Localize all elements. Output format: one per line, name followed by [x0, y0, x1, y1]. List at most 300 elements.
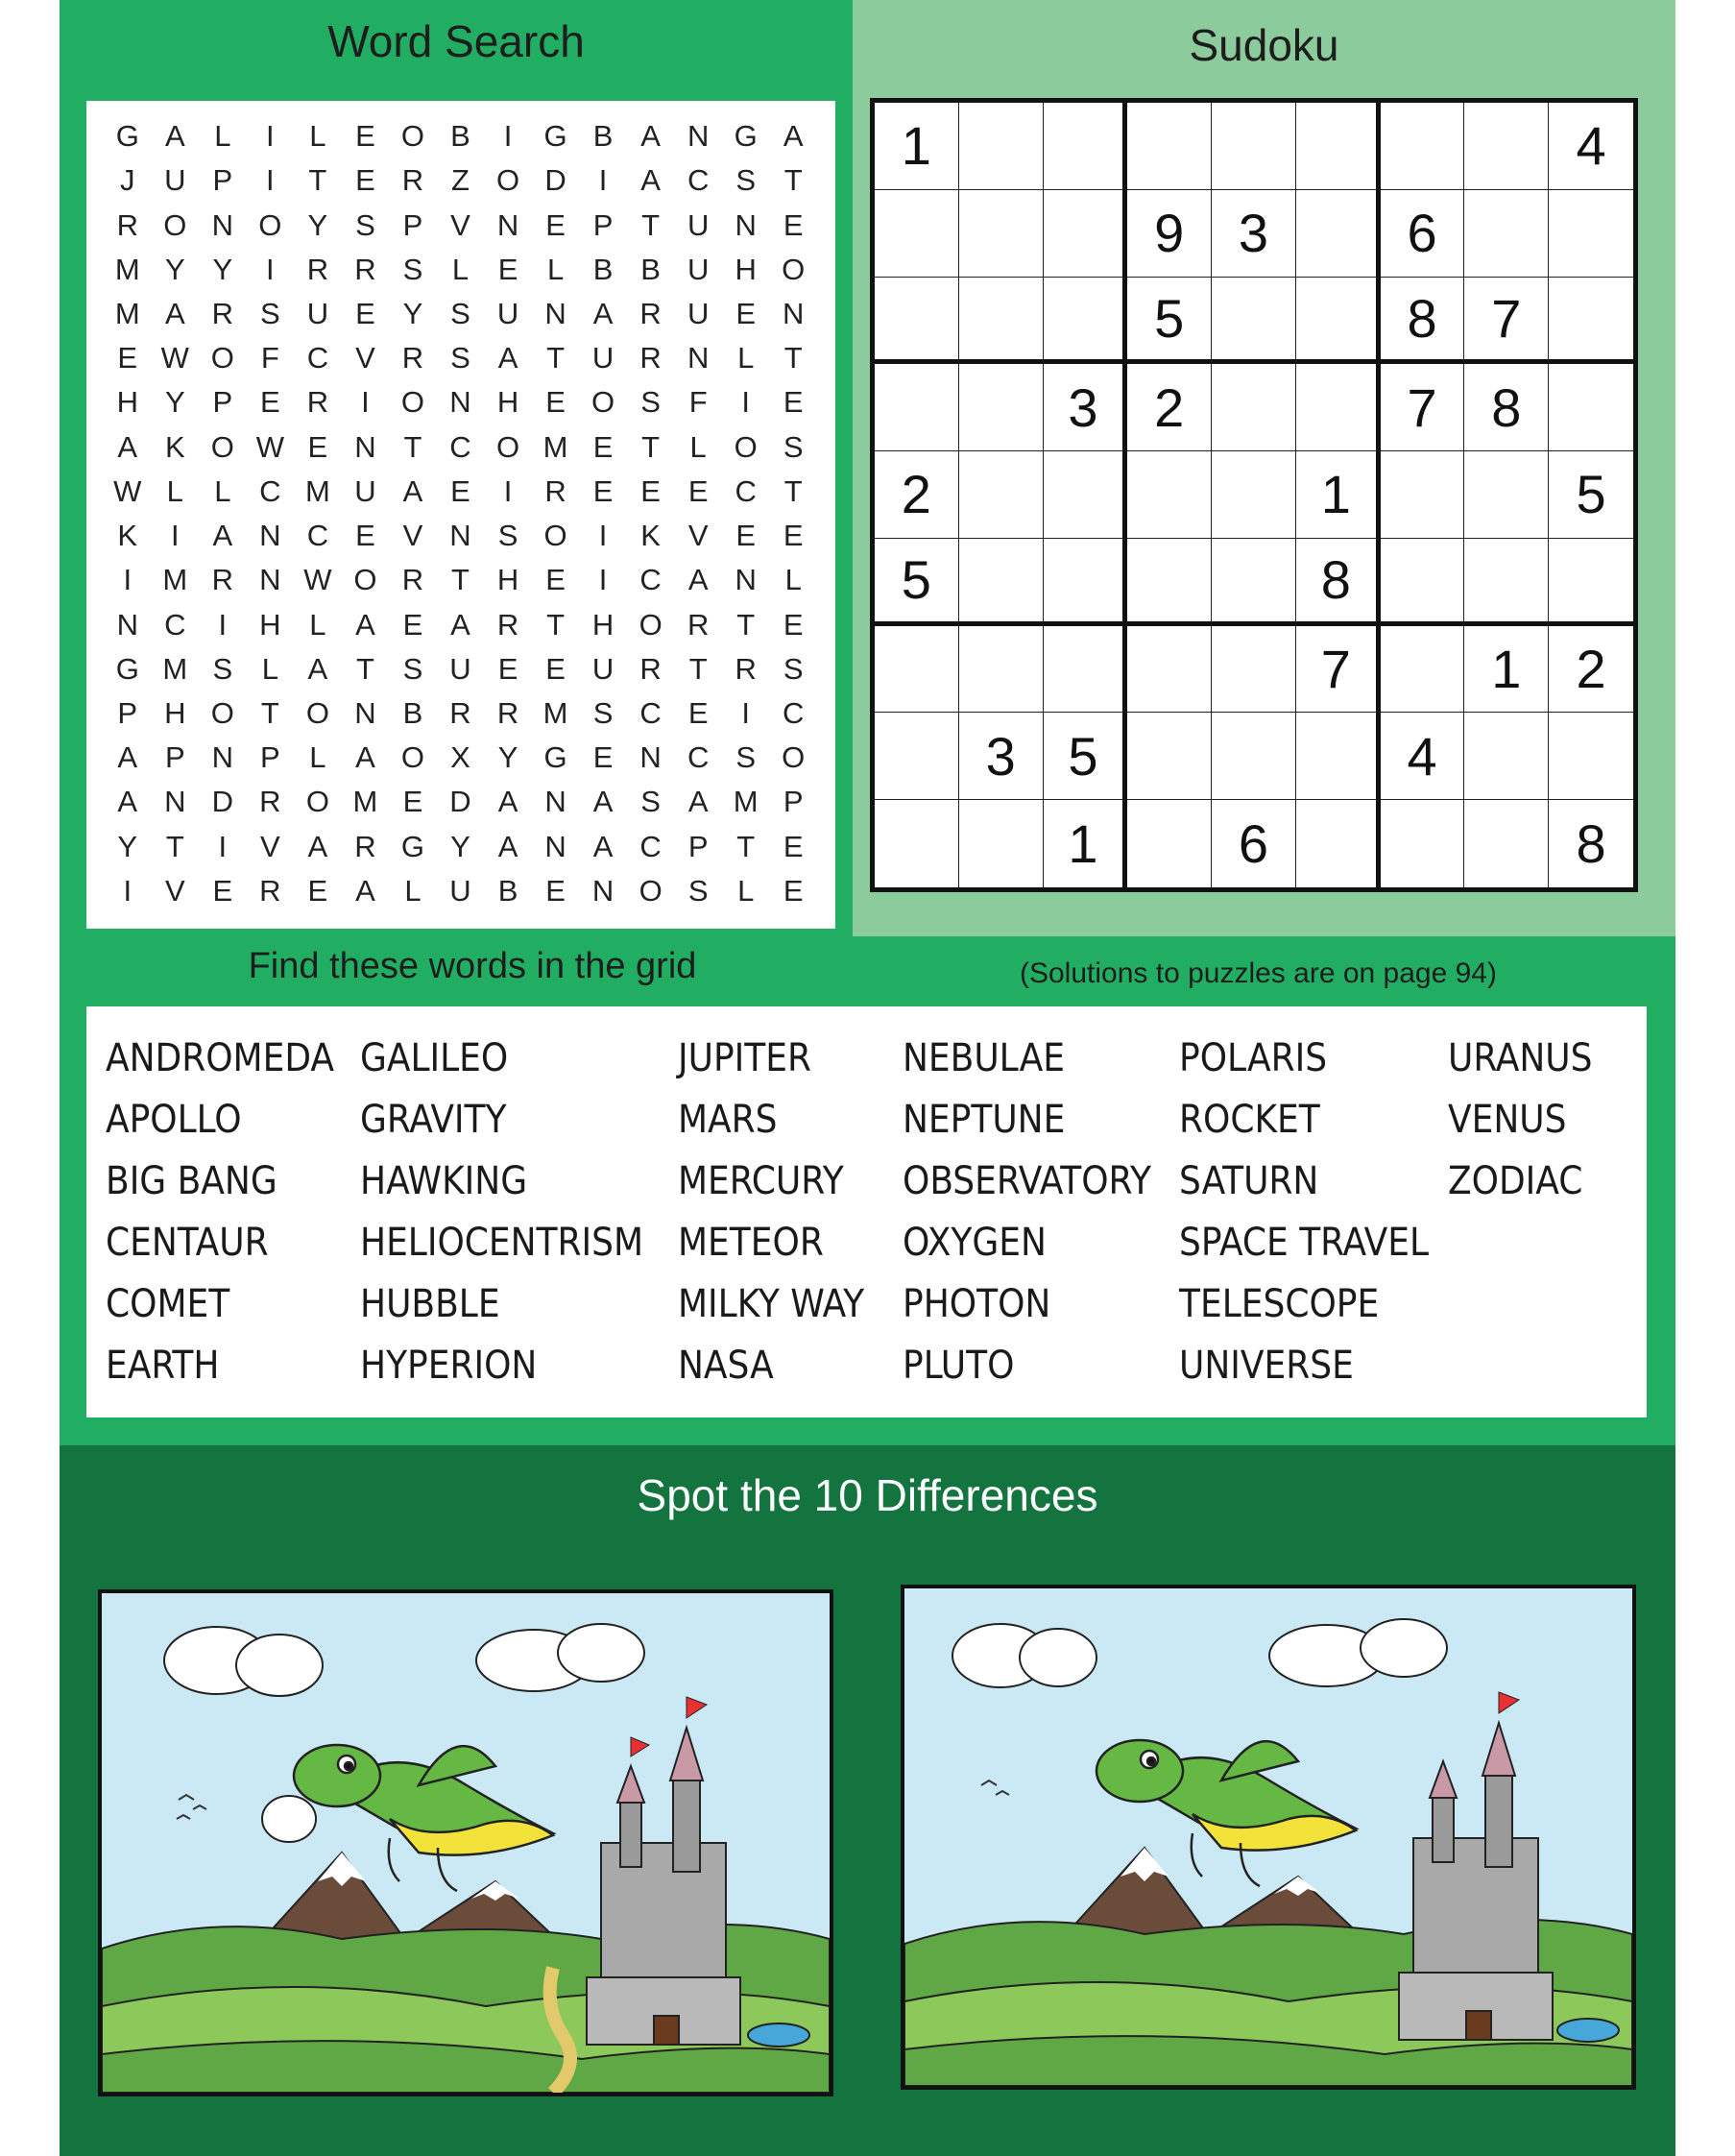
word-search-letter[interactable]: A — [497, 341, 518, 375]
word-search-letter[interactable]: E — [117, 341, 138, 375]
word-search-letter[interactable]: N — [449, 385, 471, 420]
word-search-letter[interactable]: B — [640, 252, 661, 286]
word-search-letter[interactable]: T — [260, 695, 279, 730]
word-search-letter[interactable]: R — [259, 873, 281, 908]
word-search-letter[interactable]: B — [497, 873, 518, 908]
word-search-letter[interactable]: S — [687, 873, 709, 908]
sudoku-cell[interactable]: 8 — [1576, 813, 1606, 875]
sudoku-cell[interactable] — [1296, 800, 1381, 887]
word-search-letter[interactable]: O — [163, 207, 187, 242]
word-search-letter[interactable]: U — [164, 163, 186, 198]
word-search-letter[interactable]: R — [639, 341, 662, 375]
sudoku-cell[interactable]: 6 — [1381, 190, 1465, 278]
word-search-letter[interactable]: U — [354, 473, 376, 508]
word-search-letter[interactable]: L — [166, 473, 183, 508]
word-search-letter[interactable]: G — [543, 119, 567, 154]
sudoku-cell[interactable] — [1464, 539, 1549, 626]
word-search-letter[interactable]: I — [598, 563, 608, 597]
word-search-letter[interactable]: N — [687, 341, 710, 375]
sudoku-cell[interactable] — [1044, 103, 1128, 190]
word-search-letter[interactable]: A — [307, 651, 328, 686]
word-search-letter[interactable]: N — [211, 207, 234, 242]
word-search-letter[interactable]: P — [592, 207, 614, 242]
word-search-letter[interactable]: L — [784, 563, 802, 597]
word-search-letter[interactable]: E — [355, 163, 375, 198]
word-search-letter[interactable]: P — [402, 207, 423, 242]
sudoku-cell[interactable]: 3 — [1044, 364, 1128, 451]
word-search-letter[interactable]: R — [354, 829, 376, 863]
sudoku-cell[interactable] — [1381, 800, 1465, 887]
word-search-letter[interactable]: G — [734, 119, 758, 154]
sudoku-cell[interactable]: 6 — [1212, 800, 1296, 887]
word-search-letter[interactable]: E — [783, 519, 804, 553]
sudoku-cell[interactable]: 9 — [1127, 190, 1212, 278]
word-search-letter[interactable]: N — [354, 429, 376, 464]
word-search-letter[interactable]: C — [639, 563, 662, 597]
word-search-letter[interactable]: T — [451, 563, 470, 597]
word-search-letter[interactable]: S — [260, 296, 280, 330]
sudoku-cell[interactable] — [1127, 451, 1212, 539]
word-search-letter[interactable]: M — [304, 473, 330, 508]
word-search-letter[interactable]: R — [306, 385, 329, 420]
sudoku-cell[interactable] — [875, 190, 959, 278]
word-search-letter[interactable]: N — [591, 873, 614, 908]
word-search-letter[interactable]: P — [117, 695, 138, 730]
sudoku-cell[interactable] — [959, 278, 1044, 365]
word-search-letter[interactable]: E — [687, 695, 709, 730]
sudoku-cell[interactable] — [959, 190, 1044, 278]
word-search-letter[interactable]: T — [783, 473, 803, 508]
word-search-letter[interactable]: E — [355, 519, 375, 553]
word-search-letter[interactable]: L — [261, 651, 278, 686]
word-search-letter[interactable]: N — [544, 829, 566, 863]
word-search-letter[interactable]: R — [116, 207, 138, 242]
word-search-letter[interactable]: C — [687, 163, 710, 198]
word-search-letter[interactable]: N — [639, 740, 662, 775]
word-search-letter[interactable]: S — [640, 785, 661, 819]
sudoku-cell[interactable] — [1212, 626, 1296, 714]
word-search-letter[interactable]: U — [591, 651, 614, 686]
word-search-letter[interactable]: A — [164, 296, 185, 330]
word-search-letter[interactable]: G — [115, 119, 139, 154]
sudoku-cell[interactable] — [1212, 103, 1296, 190]
word-search-letter[interactable]: P — [260, 740, 280, 775]
word-search-letter[interactable]: A — [640, 163, 661, 198]
word-search-letter[interactable]: R — [687, 607, 710, 642]
word-search-letter[interactable]: H — [116, 385, 138, 420]
word-search-letter[interactable]: R — [401, 341, 424, 375]
word-search-letter[interactable]: C — [783, 695, 805, 730]
word-search-letter[interactable]: E — [687, 473, 709, 508]
sudoku-cell[interactable]: 8 — [1296, 539, 1381, 626]
word-search-letter[interactable]: O — [639, 873, 663, 908]
word-search-letter[interactable]: R — [354, 252, 376, 286]
word-search-letter[interactable]: I — [123, 563, 133, 597]
word-search-letter[interactable]: E — [307, 873, 328, 908]
word-search-letter[interactable]: G — [400, 829, 425, 863]
word-search-letter[interactable]: A — [355, 607, 375, 642]
word-search-letter[interactable]: M — [542, 429, 568, 464]
word-search-letter[interactable]: O — [210, 341, 234, 375]
word-search-letter[interactable]: S — [450, 341, 470, 375]
word-search-letter[interactable]: E — [545, 385, 566, 420]
word-search-letter[interactable]: B — [402, 695, 423, 730]
word-search-letter[interactable]: R — [639, 651, 662, 686]
word-search-letter[interactable]: W — [113, 473, 142, 508]
word-search-letter[interactable]: U — [687, 207, 710, 242]
word-search-letter[interactable]: E — [783, 607, 804, 642]
word-search-letter[interactable]: U — [306, 296, 329, 330]
word-search-letter[interactable]: T — [546, 341, 566, 375]
sudoku-cell[interactable] — [959, 626, 1044, 714]
word-search-letter[interactable]: O — [639, 607, 663, 642]
word-search-letter[interactable]: O — [305, 785, 329, 819]
word-search-letter[interactable]: P — [212, 385, 233, 420]
word-search-letter[interactable]: T — [783, 341, 803, 375]
sudoku-cell[interactable] — [875, 364, 959, 451]
word-search-letter[interactable]: Y — [497, 740, 518, 775]
sudoku-cell[interactable] — [959, 103, 1044, 190]
word-search-letter[interactable]: B — [592, 252, 614, 286]
word-search-letter[interactable]: R — [259, 785, 281, 819]
word-search-letter[interactable]: A — [783, 119, 804, 154]
sudoku-cell[interactable] — [959, 451, 1044, 539]
word-search-letter[interactable]: E — [497, 252, 518, 286]
word-search-letter[interactable]: L — [214, 473, 231, 508]
word-search-letter[interactable]: T — [783, 163, 803, 198]
sudoku-cell[interactable] — [1212, 364, 1296, 451]
sudoku-cell[interactable]: 2 — [1549, 626, 1633, 714]
word-search-letter[interactable]: L — [214, 119, 231, 154]
sudoku-cell[interactable] — [875, 278, 959, 365]
word-search-letter[interactable]: C — [164, 607, 186, 642]
sudoku-cell[interactable] — [1464, 713, 1549, 800]
word-search-letter[interactable]: M — [352, 785, 378, 819]
sudoku-cell[interactable]: 3 — [959, 713, 1044, 800]
sudoku-cell[interactable]: 4 — [1381, 713, 1465, 800]
word-search-letter[interactable]: N — [735, 563, 757, 597]
word-search-letter[interactable]: S — [735, 740, 757, 775]
word-search-letter[interactable]: E — [497, 651, 518, 686]
word-search-letter[interactable]: L — [404, 873, 422, 908]
sudoku-cell[interactable] — [1212, 278, 1296, 365]
sudoku-cell[interactable]: 4 — [1549, 103, 1633, 190]
word-search-letter[interactable]: E — [545, 563, 566, 597]
sudoku-cell[interactable]: 1 — [875, 103, 959, 190]
sudoku-cell[interactable] — [1127, 103, 1212, 190]
word-search-letter[interactable]: V — [355, 341, 375, 375]
sudoku-cell[interactable] — [1549, 278, 1633, 365]
word-search-letter[interactable]: W — [303, 563, 332, 597]
word-search-letter[interactable]: E — [783, 873, 804, 908]
sudoku-cell[interactable] — [1127, 713, 1212, 800]
word-search-letter[interactable]: I — [503, 119, 513, 154]
word-search-letter[interactable]: J — [120, 163, 135, 198]
word-search-letter[interactable]: V — [687, 519, 709, 553]
sudoku-cell[interactable] — [959, 364, 1044, 451]
word-search-letter[interactable]: I — [598, 163, 608, 198]
word-search-letter[interactable]: Y — [307, 207, 328, 242]
word-search-letter[interactable]: S — [497, 519, 518, 553]
word-search-letter[interactable]: E — [212, 873, 233, 908]
word-search-letter[interactable]: F — [688, 385, 708, 420]
word-search-letter[interactable]: M — [733, 785, 759, 819]
word-search-letter[interactable]: K — [640, 519, 661, 553]
sudoku-cell[interactable] — [1127, 800, 1212, 887]
word-search-letter[interactable]: I — [218, 607, 228, 642]
word-search-letter[interactable]: S — [402, 651, 423, 686]
word-search-letter[interactable]: O — [210, 695, 234, 730]
word-search-letter[interactable]: D — [449, 785, 471, 819]
word-search-letter[interactable]: S — [640, 385, 661, 420]
word-search-letter[interactable]: G — [543, 740, 567, 775]
word-search-letter[interactable]: H — [164, 695, 186, 730]
word-search-letter[interactable]: G — [115, 651, 139, 686]
sudoku-cell[interactable] — [1127, 626, 1212, 714]
word-search-letter[interactable]: U — [687, 252, 710, 286]
word-search-letter[interactable]: A — [355, 873, 375, 908]
word-search-letter[interactable]: N — [783, 296, 805, 330]
sudoku-cell[interactable] — [1381, 451, 1465, 539]
word-search-letter[interactable]: E — [592, 473, 614, 508]
word-search-letter[interactable]: M — [162, 651, 188, 686]
word-search-letter[interactable]: I — [218, 829, 228, 863]
word-search-letter[interactable]: S — [402, 252, 423, 286]
word-search-letter[interactable]: T — [736, 829, 756, 863]
sudoku-cell[interactable]: 8 — [1381, 278, 1465, 365]
word-search-letter[interactable]: L — [309, 119, 326, 154]
word-search-letter[interactable]: E — [545, 207, 566, 242]
word-search-letter[interactable]: E — [783, 829, 804, 863]
word-search-letter[interactable]: A — [450, 607, 470, 642]
word-search-letter[interactable]: E — [355, 296, 375, 330]
word-search-letter[interactable]: R — [496, 607, 519, 642]
word-search-letter[interactable]: C — [259, 473, 281, 508]
word-search-letter[interactable]: S — [450, 296, 470, 330]
word-search-letter[interactable]: Y — [117, 829, 138, 863]
word-search-letter[interactable]: R — [306, 252, 329, 286]
word-search-letter[interactable]: N — [496, 207, 519, 242]
sudoku-cell[interactable] — [1381, 103, 1465, 190]
sudoku-cell[interactable] — [1044, 278, 1128, 365]
word-search-letter[interactable]: E — [260, 385, 280, 420]
sudoku-cell[interactable]: 7 — [1464, 278, 1549, 365]
word-search-letter[interactable]: N — [544, 785, 566, 819]
word-search-letter[interactable]: E — [355, 119, 375, 154]
word-search-letter[interactable]: C — [306, 519, 329, 553]
sudoku-cell[interactable] — [959, 800, 1044, 887]
word-search-letter[interactable]: T — [641, 207, 661, 242]
word-search-letter[interactable]: E — [592, 740, 614, 775]
word-search-letter[interactable]: Z — [451, 163, 470, 198]
word-search-letter[interactable]: M — [114, 252, 140, 286]
word-search-letter[interactable]: K — [164, 429, 185, 464]
word-search-letter[interactable]: Y — [212, 252, 233, 286]
word-search-letter[interactable]: R — [449, 695, 471, 730]
word-search-letter[interactable]: S — [783, 651, 804, 686]
sudoku-cell[interactable]: 5 — [1549, 451, 1633, 539]
word-search-letter[interactable]: Y — [402, 296, 423, 330]
word-search-letter[interactable]: L — [737, 341, 755, 375]
word-search-letter[interactable]: A — [307, 829, 328, 863]
word-search-letter[interactable]: O — [591, 385, 615, 420]
sudoku-cell[interactable] — [1212, 539, 1296, 626]
word-search-letter[interactable]: C — [449, 429, 471, 464]
word-search-letter[interactable]: T — [641, 429, 661, 464]
word-search-letter[interactable]: O — [353, 563, 377, 597]
sudoku-cell[interactable] — [1296, 190, 1381, 278]
word-search-letter[interactable]: R — [544, 473, 566, 508]
word-search-letter[interactable]: E — [640, 473, 661, 508]
word-search-letter[interactable]: O — [543, 519, 567, 553]
word-search-letter[interactable]: D — [211, 785, 234, 819]
word-search-letter[interactable]: O — [495, 163, 520, 198]
word-search-letter[interactable]: A — [164, 119, 185, 154]
word-search-letter[interactable]: N — [354, 695, 376, 730]
word-search-letter[interactable]: R — [401, 163, 424, 198]
sudoku-cell[interactable] — [1296, 364, 1381, 451]
word-search-letter[interactable]: I — [266, 163, 275, 198]
word-search-letter[interactable]: I — [598, 519, 608, 553]
sudoku-cell[interactable] — [1296, 713, 1381, 800]
word-search-letter[interactable]: U — [449, 873, 471, 908]
sudoku-cell[interactable]: 3 — [1212, 190, 1296, 278]
word-search-letter[interactable]: E — [783, 385, 804, 420]
word-search-letter[interactable]: L — [451, 252, 470, 286]
word-search-letter[interactable]: I — [503, 473, 513, 508]
word-search-letter[interactable]: I — [266, 252, 275, 286]
sudoku-cell[interactable] — [1212, 451, 1296, 539]
word-search-letter[interactable]: R — [496, 695, 519, 730]
word-search-letter[interactable]: W — [160, 341, 189, 375]
word-search-letter[interactable]: O — [400, 385, 425, 420]
sudoku-cell[interactable]: 2 — [875, 451, 959, 539]
word-search-letter[interactable]: V — [450, 207, 470, 242]
word-search-letter[interactable]: A — [640, 119, 661, 154]
word-search-letter[interactable]: Y — [450, 829, 470, 863]
word-search-letter[interactable]: N — [164, 785, 186, 819]
word-search-letter[interactable]: D — [544, 163, 566, 198]
sudoku-cell[interactable] — [1127, 539, 1212, 626]
word-search-letter[interactable]: R — [401, 563, 424, 597]
word-search-letter[interactable]: C — [639, 695, 662, 730]
word-search-letter[interactable]: L — [309, 740, 326, 775]
word-search-letter[interactable]: V — [260, 829, 280, 863]
sudoku-cell[interactable] — [1296, 103, 1381, 190]
word-search-letter[interactable]: A — [212, 519, 233, 553]
sudoku-cell[interactable] — [1381, 539, 1465, 626]
sudoku-cell[interactable]: 7 — [1296, 626, 1381, 714]
word-search-letter[interactable]: V — [402, 519, 423, 553]
word-search-letter[interactable]: R — [211, 563, 234, 597]
sudoku-cell[interactable] — [875, 713, 959, 800]
word-search-letter[interactable]: A — [687, 785, 709, 819]
sudoku-cell[interactable]: 5 — [875, 539, 959, 626]
sudoku-cell[interactable] — [1464, 800, 1549, 887]
sudoku-cell[interactable] — [1549, 190, 1633, 278]
word-search-letter[interactable]: E — [307, 429, 328, 464]
sudoku-cell[interactable]: 1 — [1464, 626, 1549, 714]
word-search-letter[interactable]: P — [164, 740, 185, 775]
sudoku-cell[interactable] — [1549, 539, 1633, 626]
word-search-letter[interactable]: A — [592, 829, 614, 863]
word-search-letter[interactable]: A — [117, 740, 138, 775]
word-search-letter[interactable]: I — [741, 695, 750, 730]
sudoku-cell[interactable] — [1549, 713, 1633, 800]
word-search-letter[interactable]: O — [210, 429, 234, 464]
word-search-letter[interactable]: L — [546, 252, 565, 286]
word-search-letter[interactable]: L — [689, 429, 707, 464]
word-search-letter[interactable]: S — [592, 695, 614, 730]
word-search-letter[interactable]: A — [497, 829, 518, 863]
word-search-letter[interactable]: F — [260, 341, 279, 375]
word-search-letter[interactable]: C — [735, 473, 757, 508]
word-search-letter[interactable]: C — [687, 740, 710, 775]
word-search-letter[interactable]: I — [170, 519, 180, 553]
word-search-letter[interactable]: V — [164, 873, 185, 908]
word-search-letter[interactable]: T — [308, 163, 327, 198]
sudoku-cell[interactable] — [1044, 539, 1128, 626]
word-search-letter[interactable]: Y — [164, 252, 185, 286]
word-search-letter[interactable]: M — [542, 695, 568, 730]
word-search-letter[interactable]: T — [355, 651, 374, 686]
word-search-letter[interactable]: U — [496, 296, 519, 330]
word-search-letter[interactable]: N — [544, 296, 566, 330]
word-search-letter[interactable]: E — [592, 429, 614, 464]
sudoku-cell[interactable] — [1212, 713, 1296, 800]
word-search-letter[interactable]: L — [309, 607, 326, 642]
word-search-letter[interactable]: E — [545, 873, 566, 908]
word-search-letter[interactable]: P — [687, 829, 709, 863]
word-search-letter[interactable]: T — [688, 651, 708, 686]
word-search-letter[interactable]: B — [592, 119, 614, 154]
word-search-letter[interactable]: O — [400, 740, 425, 775]
word-search-letter[interactable]: O — [734, 429, 758, 464]
word-search-letter[interactable]: M — [114, 296, 140, 330]
word-search-letter[interactable]: O — [305, 695, 329, 730]
word-search-letter[interactable]: U — [687, 296, 710, 330]
sudoku-cell[interactable] — [875, 626, 959, 714]
sudoku-cell[interactable] — [875, 800, 959, 887]
word-search-letter[interactable]: N — [116, 607, 138, 642]
word-search-letter[interactable]: H — [591, 607, 614, 642]
word-search-letter[interactable]: N — [687, 119, 710, 154]
word-search-letter[interactable]: Y — [164, 385, 185, 420]
word-search-letter[interactable]: W — [255, 429, 284, 464]
word-search-letter[interactable]: E — [783, 207, 804, 242]
sudoku-cell[interactable] — [1464, 451, 1549, 539]
word-search-letter[interactable]: H — [496, 385, 519, 420]
word-search-letter[interactable]: A — [117, 429, 138, 464]
word-search-letter[interactable]: H — [735, 252, 757, 286]
sudoku-cell[interactable] — [1381, 626, 1465, 714]
sudoku-cell[interactable]: 2 — [1127, 364, 1212, 451]
word-search-letter[interactable]: E — [545, 651, 566, 686]
word-search-letter[interactable]: T — [403, 429, 422, 464]
word-search-letter[interactable]: P — [212, 163, 233, 198]
word-search-letter[interactable]: E — [450, 473, 470, 508]
word-search-letter[interactable]: O — [495, 429, 520, 464]
word-search-letter[interactable]: T — [546, 607, 566, 642]
sudoku-cell[interactable] — [1549, 364, 1633, 451]
word-search-letter[interactable]: E — [735, 519, 757, 553]
word-search-letter[interactable]: E — [402, 785, 423, 819]
word-search-letter[interactable]: A — [592, 296, 614, 330]
word-search-letter[interactable]: P — [783, 785, 804, 819]
word-search-letter[interactable]: A — [497, 785, 518, 819]
word-search-letter[interactable]: O — [400, 119, 425, 154]
word-search-letter[interactable]: L — [737, 873, 755, 908]
